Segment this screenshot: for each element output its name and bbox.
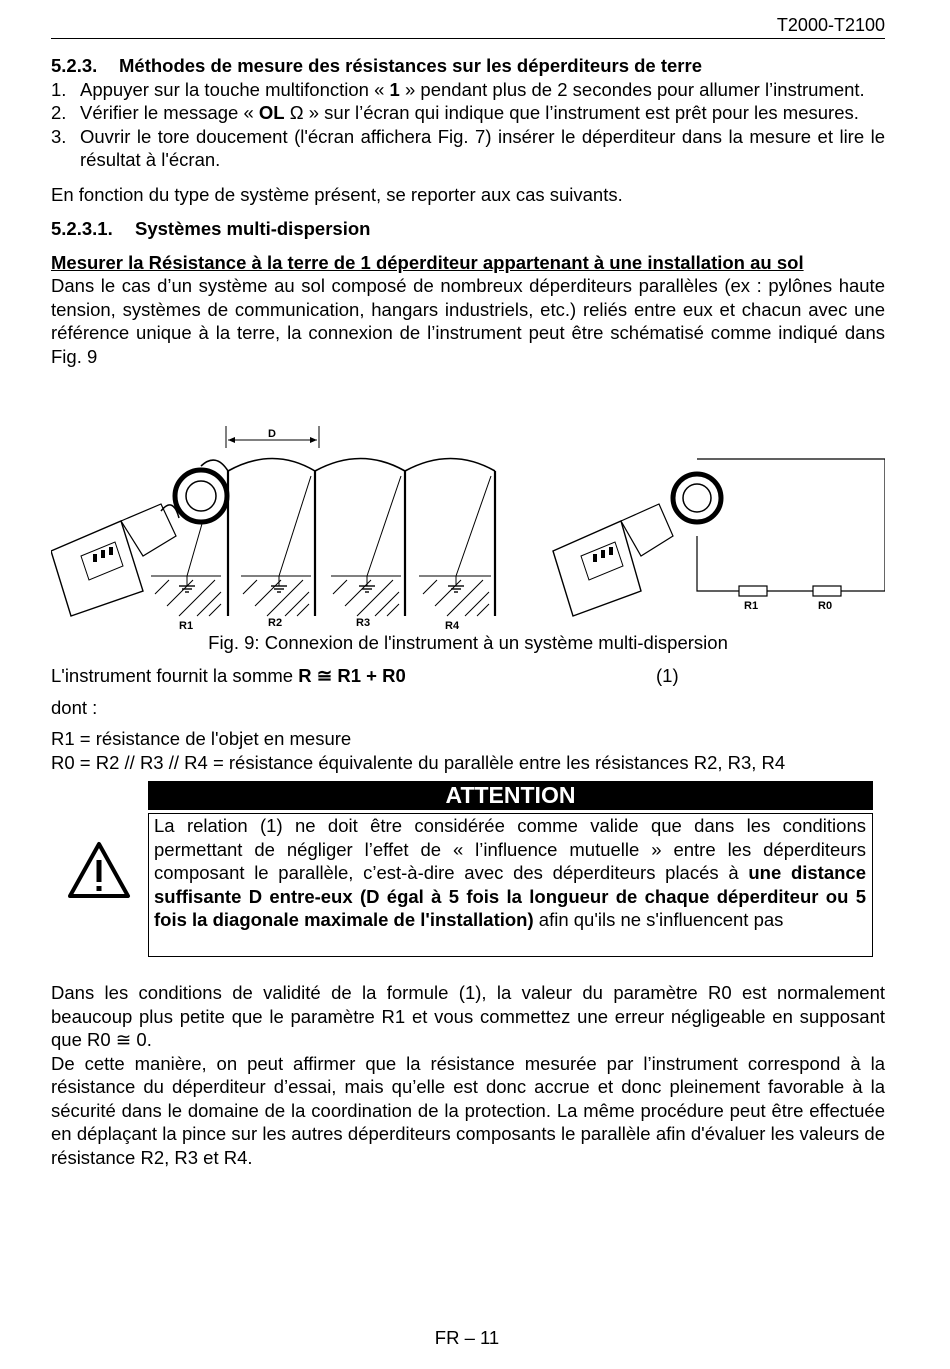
step-item bbox=[51, 125, 885, 172]
label-r1: R1 bbox=[179, 620, 194, 631]
attention-emphasis: une distance suffisante D entre-eux (D égal à 5 fois la longueur de chaque déperditeur ou 5 fois la diagonale maximale de l'installation) bbox=[154, 862, 866, 930]
overhead-wire bbox=[201, 459, 495, 472]
figure-caption: Fig. 9: Connexion de l'instrument à un système multi-dispersion bbox=[208, 632, 728, 653]
closing-paragraph-2: De cette manière, on peut affirmer que la résistance mesurée par l’instrument correspond à la résistance du déperditeur d’essai, mais qu’elle est donc accrue et donc pleinement favorable à la sécurité dans le domaine de la coordination de la protection. La même procédure peut être effectuée en déplaçant la pince sur les autres déperditeurs composants le parallèle afin d'évaluer les valeurs de résistance R2, R3 et R4. bbox=[51, 1052, 885, 1168]
label-r4: R4 bbox=[445, 620, 460, 631]
formula-line bbox=[51, 664, 885, 688]
section-heading bbox=[51, 54, 885, 78]
step-text: Ouvrir le tore doucement (l'écran affichera Fig. 7) insérer le déperditeur dans la mesure et lire le résultat à l'écran. bbox=[80, 125, 885, 170]
page-header bbox=[51, 14, 885, 39]
ground-wires bbox=[187, 476, 491, 576]
page-number: FR – 11 bbox=[434, 1327, 500, 1348]
electrodes bbox=[228, 471, 495, 616]
closing-text bbox=[51, 981, 885, 1169]
label-r3: R3 bbox=[356, 617, 371, 629]
soil-hatching bbox=[151, 576, 491, 616]
left-labels bbox=[179, 617, 460, 631]
attention-text: La relation (1) ne doit être considérée comme valide que dans les conditions permettant de négliger l’effet de « l’influence mutuelle » entre les déperditeurs composant le parallèle, c’est-à-dire avec des déperditeurs placés à bbox=[154, 815, 866, 883]
dont-label: dont : bbox=[51, 697, 98, 718]
subsection-title: Systèmes multi-dispersion bbox=[135, 218, 371, 239]
document-id: T2000-T2100 bbox=[776, 15, 885, 35]
step-text: Appuyer sur la touche multifonction « bbox=[80, 78, 390, 100]
step-item bbox=[51, 78, 885, 102]
attention-text-end: afin qu'ils ne s'influencent pas bbox=[533, 909, 784, 930]
closing-paragraph-1: Dans les conditions de validité de la formule (1), la valeur du paramètre R0 est normalement beaucoup plus petite que le paramètre R1 et vous commettez une erreur négligeable en supposant que R0 ≅ 0. bbox=[51, 982, 885, 1050]
step-text-end: Ω » sur l’écran qui indique que l’instrument est prêt pour les mesures. bbox=[284, 102, 859, 123]
step-item bbox=[51, 101, 885, 125]
page-content bbox=[51, 54, 885, 1168]
step-key: 1 bbox=[389, 78, 400, 100]
ground-symbols bbox=[179, 576, 464, 592]
figure-9-diagram bbox=[51, 426, 885, 631]
definition-r1: R1 = résistance de l'objet en mesure bbox=[51, 728, 352, 749]
subsection-heading bbox=[51, 217, 885, 241]
subsection-number: 5.2.3.1. bbox=[51, 218, 113, 239]
distance-label: D bbox=[268, 428, 276, 440]
section-number: 5.2.3. bbox=[51, 55, 98, 76]
clamp-meter-right bbox=[553, 474, 721, 616]
distance-marker bbox=[226, 426, 319, 448]
step-message: OL bbox=[258, 102, 285, 123]
formula-expression: R ≅ R1 + R0 bbox=[298, 665, 406, 686]
right-labels bbox=[744, 600, 832, 612]
attention-box bbox=[148, 813, 873, 957]
label-r0: R0 bbox=[818, 600, 833, 612]
step-number: 2. bbox=[51, 102, 67, 123]
formula-text: L'instrument fournit la somme bbox=[51, 665, 299, 686]
label-r1-right: R1 bbox=[744, 600, 759, 612]
attention-banner: ATTENTION bbox=[148, 781, 873, 810]
step-text-end: » pendant plus de 2 secondes pour allumer l’instrument. bbox=[399, 78, 865, 100]
section-title: Méthodes de mesure des résistances sur les déperditeurs de terre bbox=[119, 55, 702, 76]
definition-r0: R0 = R2 // R3 // R4 = résistance équivalente du parallèle entre les résistances R2, R3, R4 bbox=[51, 751, 786, 773]
steps-list bbox=[51, 78, 885, 172]
step-number: 3. bbox=[51, 125, 67, 147]
step-number: 1. bbox=[51, 78, 67, 100]
warning-icon bbox=[67, 841, 131, 899]
label-r2: R2 bbox=[268, 617, 283, 629]
intro-paragraph: En fonction du type de système présent, se reporter aux cas suivants. bbox=[51, 183, 623, 205]
definitions bbox=[51, 727, 885, 774]
system-description: Dans le cas d’un système au sol composé de nombreux déperditeurs parallèles (ex : pylônes haute tension, systèmes de communication, hangars industriels, etc.) reliés entre eux et chacun avec une référence unique à la terre, la connexion de l’instrument peut être schématisé comme indiqué dans Fig. 9 bbox=[51, 275, 885, 367]
measurement-title: Mesurer la Résistance à la terre de 1 déperditeur appartenant à une installation au sol bbox=[51, 251, 804, 273]
equivalent-circuit bbox=[697, 459, 885, 596]
formula-number: (1) bbox=[656, 665, 679, 686]
step-text: Vérifier le message « bbox=[80, 102, 259, 123]
